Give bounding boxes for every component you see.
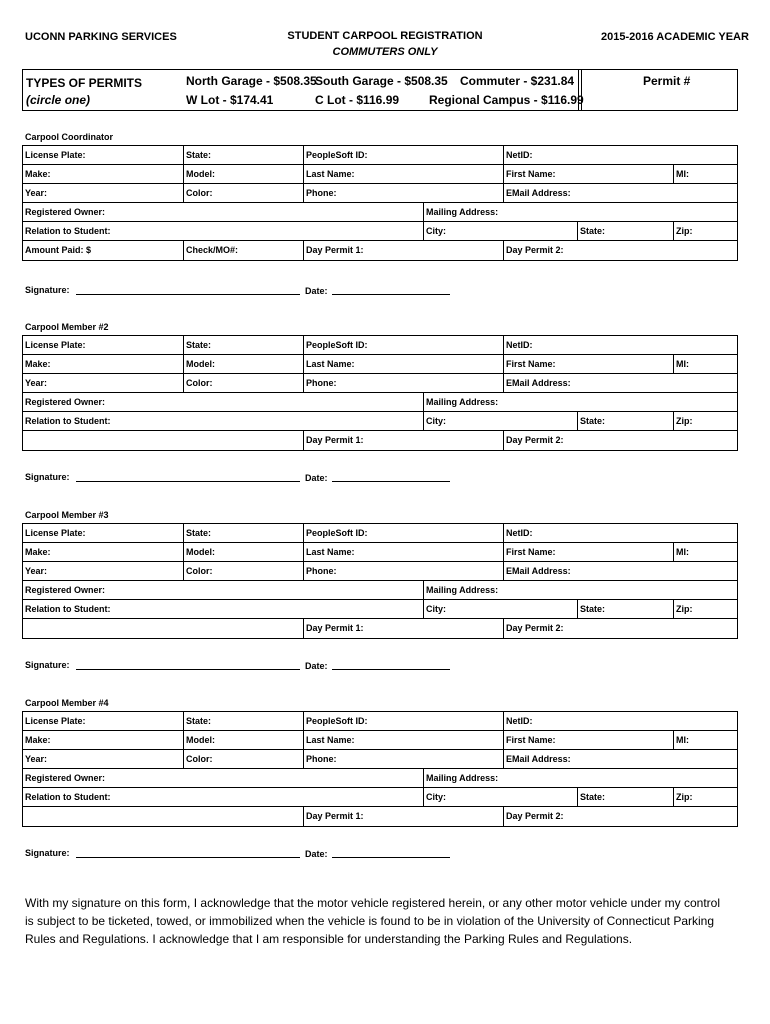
form-row [23, 412, 737, 431]
member-2-grid [22, 335, 738, 451]
year-field[interactable]: Year: [25, 754, 48, 764]
year-field[interactable]: Year: [25, 188, 48, 198]
date-line[interactable] [332, 481, 450, 482]
date-line[interactable] [332, 857, 450, 858]
peoplesoft-id-field[interactable]: PeopleSoft ID: [303, 524, 503, 542]
first-name-field[interactable]: First Name: [503, 731, 673, 749]
peoplesoft-id-field[interactable]: PeopleSoft ID: [303, 336, 503, 354]
netid-field[interactable]: NetID: [503, 146, 737, 164]
form-row [23, 241, 737, 260]
signature-line[interactable] [76, 669, 300, 670]
state-field[interactable]: State: [183, 524, 303, 542]
circle-one-label: (circle one) [26, 93, 91, 107]
form-row [23, 524, 737, 543]
day-permit-2-field[interactable]: Day Permit 2: [503, 619, 737, 638]
form-row [23, 562, 737, 581]
section-member-4: Carpool Member #4 [25, 698, 109, 708]
last-name-field[interactable]: Last Name: [303, 731, 503, 749]
email-field[interactable]: EMail Address: [503, 184, 737, 202]
permit-c-lot[interactable]: C Lot - $116.99 [315, 93, 400, 107]
color-field[interactable]: Color: [183, 184, 303, 202]
signature-label: Signature: [25, 848, 70, 858]
form-row [23, 146, 737, 165]
section-member-3: Carpool Member #3 [25, 510, 109, 520]
form-row [23, 374, 737, 393]
amount-paid-field[interactable]: Amount Paid: $ [25, 245, 92, 255]
blank-cell [23, 431, 303, 450]
form-row [23, 165, 737, 184]
permit-south-garage[interactable]: South Garage - $508.35 [315, 74, 448, 88]
form-row [23, 336, 737, 355]
phone-field[interactable]: Phone: [303, 184, 503, 202]
make-field[interactable]: Make: [25, 735, 51, 745]
day-permit-1-field[interactable]: Day Permit 1: [303, 807, 503, 826]
model-field[interactable]: Model: [183, 165, 303, 183]
city-field[interactable]: City: [423, 788, 577, 806]
permit-commuter[interactable]: Commuter - $231.84 [460, 74, 575, 88]
zip-field[interactable]: Zip: [673, 222, 737, 240]
form-row [23, 184, 737, 203]
registered-owner-field[interactable]: Registered Owner: [25, 207, 106, 217]
form-row [23, 355, 737, 374]
color-field[interactable]: Color: [183, 374, 303, 392]
make-field[interactable]: Make: [25, 547, 51, 557]
mi-field[interactable]: MI: [673, 165, 737, 183]
signature-line[interactable] [76, 481, 300, 482]
blank-cell [23, 619, 303, 638]
permit-north-garage[interactable]: North Garage - $508.35 [186, 74, 317, 88]
form-subtitle: COMMUTERS ONLY [332, 46, 438, 58]
form-row [23, 543, 737, 562]
model-field[interactable]: Model: [183, 731, 303, 749]
make-field[interactable]: Make: [25, 359, 51, 369]
permit-w-lot[interactable]: W Lot - $174.41 [186, 93, 274, 107]
email-field[interactable]: EMail Address: [503, 562, 737, 580]
member-3-grid [22, 523, 738, 639]
form-row [23, 769, 737, 788]
form-row [23, 431, 737, 450]
form-row [23, 807, 737, 826]
first-name-field[interactable]: First Name: [503, 355, 673, 373]
color-field[interactable]: Color: [183, 750, 303, 768]
day-permit-2-field[interactable]: Day Permit 2: [503, 807, 737, 826]
form-title: STUDENT CARPOOL REGISTRATION [287, 30, 483, 42]
form-row [23, 581, 737, 600]
city-field[interactable]: City: [423, 600, 577, 618]
form-row [23, 600, 737, 619]
license-plate-field[interactable]: License Plate: [25, 716, 86, 726]
netid-field[interactable]: NetID: [503, 336, 737, 354]
signature-label: Signature: [25, 660, 70, 670]
form-row [23, 203, 737, 222]
last-name-field[interactable]: Last Name: [303, 355, 503, 373]
mailing-address-field[interactable]: Mailing Address: [423, 393, 737, 411]
form-row [23, 750, 737, 769]
date-label: Date: [305, 473, 328, 483]
registered-owner-field[interactable]: Registered Owner: [25, 585, 106, 595]
model-field[interactable]: Model: [183, 543, 303, 561]
first-name-field[interactable]: First Name: [503, 165, 673, 183]
relation-field[interactable]: Relation to Student: [25, 604, 111, 614]
first-name-field[interactable]: First Name: [503, 543, 673, 561]
make-field[interactable]: Make: [25, 169, 51, 179]
form-row [23, 222, 737, 241]
state-field[interactable]: State: [577, 788, 673, 806]
zip-field[interactable]: Zip: [673, 600, 737, 618]
last-name-field[interactable]: Last Name: [303, 165, 503, 183]
date-line[interactable] [332, 294, 450, 295]
coordinator-grid [22, 145, 738, 261]
city-field[interactable]: City: [423, 412, 577, 430]
state-field[interactable]: State: [577, 600, 673, 618]
mailing-address-field[interactable]: Mailing Address: [423, 203, 737, 221]
day-permit-1-field[interactable]: Day Permit 1: [303, 619, 503, 638]
signature-label: Signature: [25, 472, 70, 482]
mailing-address-field[interactable]: Mailing Address: [423, 769, 737, 787]
blank-cell [23, 807, 303, 826]
phone-field[interactable]: Phone: [303, 374, 503, 392]
netid-field[interactable]: NetID: [503, 712, 737, 730]
license-plate-field[interactable]: License Plate: [25, 150, 86, 160]
form-row [23, 712, 737, 731]
license-plate-field[interactable]: License Plate: [25, 528, 86, 538]
check-mo-field[interactable]: Check/MO#: [183, 241, 303, 260]
year-field[interactable]: Year: [25, 378, 48, 388]
day-permit-1-field[interactable]: Day Permit 1: [303, 431, 503, 450]
city-field[interactable]: City: [423, 222, 577, 240]
signature-line[interactable] [76, 857, 300, 858]
date-label: Date: [305, 849, 328, 859]
state-field[interactable]: State: [577, 222, 673, 240]
mi-field[interactable]: MI: [673, 543, 737, 561]
state-field[interactable]: State: [183, 146, 303, 164]
permit-number-label: Permit # [643, 74, 691, 88]
date-label: Date: [305, 286, 328, 296]
registered-owner-field[interactable]: Registered Owner: [25, 773, 106, 783]
signature-line[interactable] [76, 294, 300, 295]
model-field[interactable]: Model: [183, 355, 303, 373]
section-member-2: Carpool Member #2 [25, 322, 109, 332]
state-field[interactable]: State: [577, 412, 673, 430]
zip-field[interactable]: Zip: [673, 788, 737, 806]
mi-field[interactable]: MI: [673, 355, 737, 373]
member-4-grid [22, 711, 738, 827]
netid-field[interactable]: NetID: [503, 524, 737, 542]
mi-field[interactable]: MI: [673, 731, 737, 749]
divider [578, 70, 579, 110]
section-coordinator: Carpool Coordinator [25, 132, 113, 142]
email-field[interactable]: EMail Address: [503, 374, 737, 392]
acknowledgement-text: With my signature on this form, I acknowledge that the motor vehicle registered herein, or any other motor vehicle under my control is subject to be ticketed, towed, or immobilized when the vehicle is found to be in violation of the University of Connecticut Parking Rules and Regulations. I acknowledge that I am responsible for understanding the Parking Rules and Regulations. [25, 896, 720, 946]
phone-field[interactable]: Phone: [303, 750, 503, 768]
academic-year: 2015-2016 ACADEMIC YEAR [601, 31, 749, 43]
day-permit-2-field[interactable]: Day Permit 2: [503, 241, 737, 260]
peoplesoft-id-field[interactable]: PeopleSoft ID: [303, 712, 503, 730]
license-plate-field[interactable]: License Plate: [25, 340, 86, 350]
color-field[interactable]: Color: [183, 562, 303, 580]
date-line[interactable] [332, 669, 450, 670]
relation-field[interactable]: Relation to Student: [25, 792, 111, 802]
date-label: Date: [305, 661, 328, 671]
last-name-field[interactable]: Last Name: [303, 543, 503, 561]
form-row [23, 393, 737, 412]
phone-field[interactable]: Phone: [303, 562, 503, 580]
permit-regional-campus[interactable]: Regional Campus - $116.99 [429, 93, 584, 107]
signature-label: Signature: [25, 285, 70, 295]
registered-owner-field[interactable]: Registered Owner: [25, 397, 106, 407]
relation-field[interactable]: Relation to Student: [25, 416, 111, 426]
year-field[interactable]: Year: [25, 566, 48, 576]
zip-field[interactable]: Zip: [673, 412, 737, 430]
state-field[interactable]: State: [183, 712, 303, 730]
org-name: UCONN PARKING SERVICES [25, 31, 177, 43]
peoplesoft-id-field[interactable]: PeopleSoft ID: [303, 146, 503, 164]
day-permit-2-field[interactable]: Day Permit 2: [503, 431, 737, 450]
day-permit-1-field[interactable]: Day Permit 1: [303, 241, 503, 260]
email-field[interactable]: EMail Address: [503, 750, 737, 768]
permit-types-label: TYPES OF PERMITS [26, 76, 143, 90]
form-row [23, 619, 737, 638]
form-row [23, 731, 737, 750]
mailing-address-field[interactable]: Mailing Address: [423, 581, 737, 599]
state-field[interactable]: State: [183, 336, 303, 354]
form-row [23, 788, 737, 807]
permit-types-box [22, 69, 738, 111]
divider [581, 70, 582, 110]
relation-field[interactable]: Relation to Student: [25, 226, 111, 236]
